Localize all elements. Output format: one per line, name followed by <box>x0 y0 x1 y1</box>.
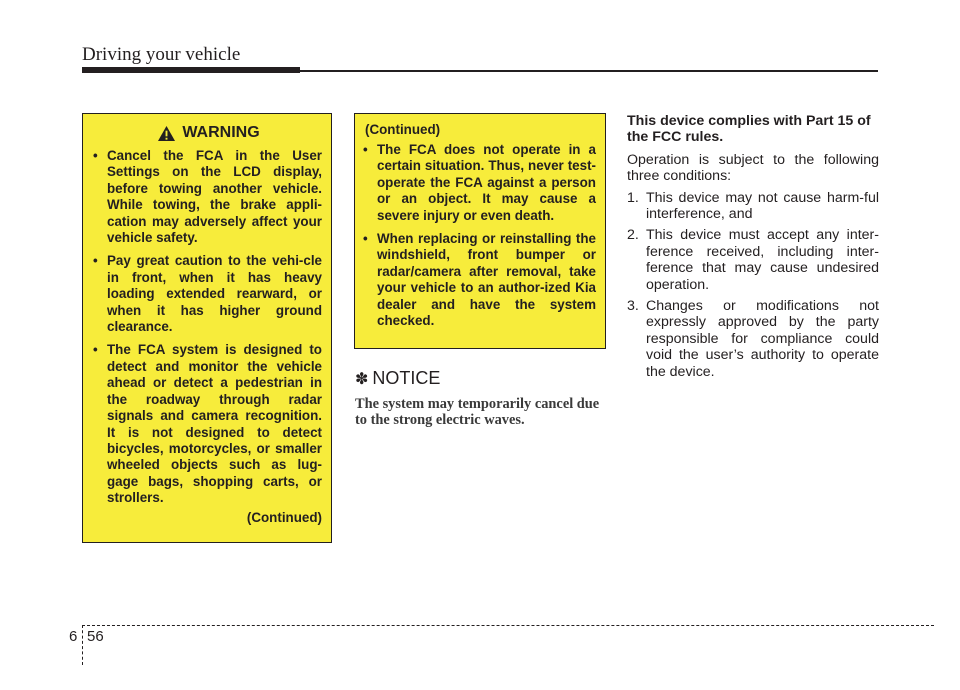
warning-item: • Pay great caution to the vehi-cle in front, when it has heavy loading extended rearward, or when it has higher ground clearance. <box>93 253 322 335</box>
fcc-item: 1. This device may not cause harm-ful interference, and <box>627 189 879 223</box>
notice-body: The system may temporarily cancel due to the strong electric waves. <box>355 396 600 429</box>
fcc-list <box>627 190 879 380</box>
fcc-item: 3. Changes or modifications not expressly approved by the party responsible for compliance could void the user’s authority to operate the device. <box>627 298 879 380</box>
footer-divider <box>82 625 934 626</box>
header-rule-thin <box>300 70 878 72</box>
warning-box-continued <box>354 113 606 349</box>
continued-label: (Continued) <box>365 122 441 137</box>
warning-item: • The FCA system is designed to detect and monitor the vehicle ahead or detect a pedestrian in the roadway through radar signals and camera recognition. It is not designed to detect bicycles, motorcycles, or smaller wheeled objects such as lug-gage bags, shopping carts, or strollers. <box>93 342 322 506</box>
warning-item: • The FCA does not operate in a certain situation. Thus, never test-operate the FCA against a person or an object. It may cause a severe injury or even death. <box>363 142 596 223</box>
warning-triangle-icon <box>157 125 176 142</box>
warning-item: • Cancel the FCA in the User Settings on the LCD display, before towing another vehicle. While towing, the brake appli-cation may adversely affect your vehicle safety. <box>93 148 322 246</box>
notice-section <box>355 368 607 429</box>
chapter-number: 6 <box>69 628 78 645</box>
fcc-item: 2. This device must accept any inter-ference received, including inter-ference that may cause undesired operation. <box>627 227 879 293</box>
page-header-title: Driving your vehicle <box>82 44 241 65</box>
warning-list <box>95 148 322 507</box>
header-rule-thick <box>82 67 300 73</box>
warning-list <box>365 142 596 329</box>
notice-heading <box>355 368 607 389</box>
footer-page-divider <box>82 625 83 665</box>
warning-heading-text: WARNING <box>182 124 260 141</box>
continued-label: (Continued) <box>246 509 322 525</box>
notice-title: NOTICE <box>372 368 441 388</box>
warning-box <box>82 113 332 543</box>
page-number: 56 <box>87 628 104 645</box>
warning-heading <box>95 124 322 142</box>
fcc-heading: This device complies with Part 15 of the FCC rules. <box>627 113 871 146</box>
notice-star-icon: ✽ <box>355 370 369 388</box>
fcc-intro: Operation is subject to the following three conditions: <box>627 151 879 185</box>
fcc-section <box>627 113 879 385</box>
warning-item: • When replacing or reinstalling the windshield, front bumper or radar/camera after removal, take your vehicle to an author-ized Kia dealer and have the system checked. <box>363 231 596 329</box>
